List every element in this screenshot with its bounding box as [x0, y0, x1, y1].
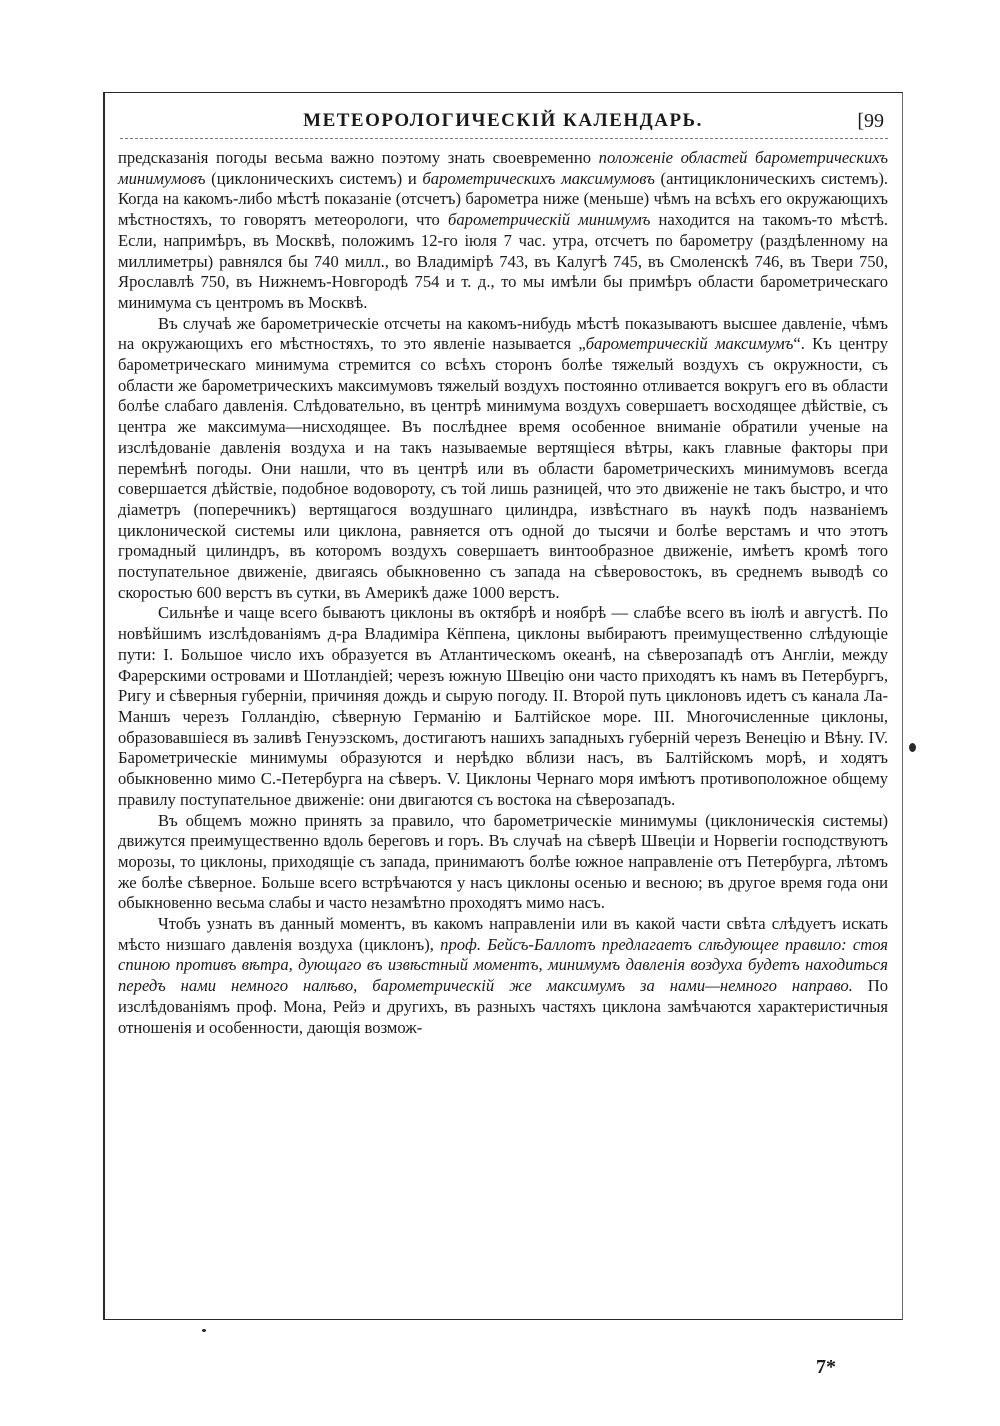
italic-emphasis: положеніе областей барометрическихъ минимумовъ — [118, 148, 888, 188]
paragraph: предсказанія погоды весьма важно поэтому знать своевременно положеніе областей барометрическихъ минимумовъ (циклоническихъ системъ) и барометрическихъ максимумовъ (антициклоническихъ системъ). Когда на какомъ-либо мѣстѣ показаніе (отсчетъ) барометра ниже (меньше) чѣмъ на всѣхъ его окружающихъ мѣстностяхъ, то говорятъ метеорологи, что барометрическій минимумъ находится на такомъ-то мѣстѣ. Если, напримѣръ, въ Москвѣ, положимъ 12-го іюля 7 час. утра, отсчетъ по барометру (раздѣленному на миллиметры) равнялся бы 740 милл., во Владимірѣ 743, въ Калугѣ 745, въ Смоленскѣ 746, въ Твери 750, Ярославлѣ 750, въ Нижнемъ-Новгородѣ 754 и т. д., то мы имѣли бы примѣръ области барометрическаго минимума съ центромъ въ Москвѣ. — [118, 148, 888, 312]
italic-emphasis: барометрическихъ максимумовъ — [422, 168, 655, 188]
paragraph: Въ случаѣ же барометрическіе отсчеты на какомъ-нибудь мѣстѣ показываютъ высшее давленіе, чѣмъ на окружающихъ его мѣстностяхъ, то это явленіе называется „барометрическій максимумъ“. Къ центру барометрическаго минимума стремится со всѣхъ сторонъ болѣе тяжелый воздухъ съ окружности, съ области же барометрическихъ максимумовъ тяжелый воздухъ постоянно отливается вокругъ его въ области болѣе слабаго давленія. Слѣдовательно, въ центрѣ минимума воздухъ совершаетъ восходящее дѣйствіе, съ центра же максимума—нисходящее. Въ послѣднее время особенное вниманіе обратили ученые на изслѣдованіе давленія воздуха и на такъ называемые вертящіеся вѣтры, какъ главные факторы при перемѣнѣ погоды. Они нашли, что въ центрѣ или въ области барометрическихъ минимумовъ всегда совершается дѣйствіе, подобное водовороту, съ той лишь разницей, что это движеніе не такъ быстро, и что діаметръ (поперечникъ) вертящагося воздушнаго цилиндра, извѣстнаго въ наукѣ подъ названіемъ циклонической системы или циклона, равняется отъ одной до тысячи и болѣе верстамъ и что этотъ громадный цилиндръ, въ которомъ воздухъ совершаетъ винтообразное движеніе, имѣетъ кромѣ того поступательное движеніе, двигаясь обыкновенно съ запада на сѣверовостокъ, въ среднемъ выводѣ со скоростью 600 верстъ въ сутки, въ Америкѣ даже 1000 верстъ. — [118, 313, 888, 602]
italic-emphasis: барометрическій минимумъ — [448, 210, 651, 230]
ink-speck — [909, 743, 916, 752]
running-title: МЕТЕОРОЛОГИЧЕСКІЙ КАЛЕНДАРЬ. — [303, 110, 703, 131]
signature-mark: 7* — [816, 1356, 836, 1378]
running-header — [118, 110, 888, 136]
paragraph: Въ общемъ можно принять за правило, что барометрическіе минимумы (циклоническія системы) движутся преимущественно вдоль береговъ и горъ. Въ случаѣ на сѣверѣ Швеціи и Норвегіи господствуютъ морозы, то циклоны, приходящіе съ запада, принимаютъ болѣе южное направленіе отъ Петербурга, лѣтомъ же болѣе сѣверное. Больше всего встрѣчаются у насъ циклоны осенью и весною; въ другое время года они обыкновенно весьма слабы и часто незамѣтно проходятъ мимо насъ. — [118, 810, 888, 913]
italic-emphasis: проф. Бейсъ-Баллотъ предлагаетъ слѣдующее правило: стоя спиною противъ вѣтра, дующаго въ извѣстный моментъ, минимумъ давленія воздуха будетъ находиться передъ нами немного налѣво, барометрическій же максимумъ за нами—немного направо. — [118, 934, 888, 996]
header-divider — [120, 138, 888, 139]
paragraph: Сильнѣе и чаще всего бываютъ циклоны въ октябрѣ и ноябрѣ — слабѣе всего въ іюлѣ и августѣ. По новѣйшимъ изслѣдованіямъ д-ра Владиміра Кёппена, циклоны выбираютъ преимущественно слѣдующіе пути: I. Большое число ихъ образуется въ Атлантическомъ океанѣ, на сѣверозападѣ отъ Англіи, между Фарерскими островами и Шотландіей; черезъ южную Швецію они часто приходятъ къ намъ въ Петербургъ, Ригу и сѣверныя губерніи, причиняя дождь и сырую погоду. II. Второй путь циклоновъ идетъ съ канала Ла-Маншъ черезъ Голландію, сѣверную Германію и Балтійское море. III. Многочисленные циклоны, образовавшіеся въ заливѣ Генуэзскомъ, достигаютъ нашихъ западныхъ губерній черезъ Венецію и Вѣну. IV. Барометрическіе минимумы образуются и нерѣдко вблизи насъ, въ Балтійскомъ морѣ, и ходятъ обыкновенно мимо С.-Петербурга на сѣверъ. V. Циклоны Чернаго моря имѣютъ противоположное общему правилу поступательное движеніе: они двигаются съ востока на сѣверозападъ. — [118, 603, 888, 809]
italic-emphasis: барометрическій максимумъ — [585, 334, 794, 354]
paragraph: Чтобъ узнать въ данный моментъ, въ какомъ направленіи или въ какой части свѣта слѣдуетъ искать мѣсто низшаго давленія воздуха (циклонъ), проф. Бейсъ-Баллотъ предлагаетъ слѣдующее правило: стоя спиною противъ вѣтра, дующаго въ извѣстный моментъ, минимумъ давленія воздуха будетъ находиться передъ нами немного налѣво, барометрическій же максимумъ за нами—немного направо. По изслѣдованіямъ проф. Мона, Рейэ и другихъ, въ разныхъ частяхъ циклона замѣчаются характеристичныя отношенія и особенности, дающія возмож- — [118, 914, 888, 1037]
ink-speck — [202, 1329, 206, 1332]
body-text — [118, 148, 888, 1038]
page-number: [99 — [857, 110, 884, 132]
